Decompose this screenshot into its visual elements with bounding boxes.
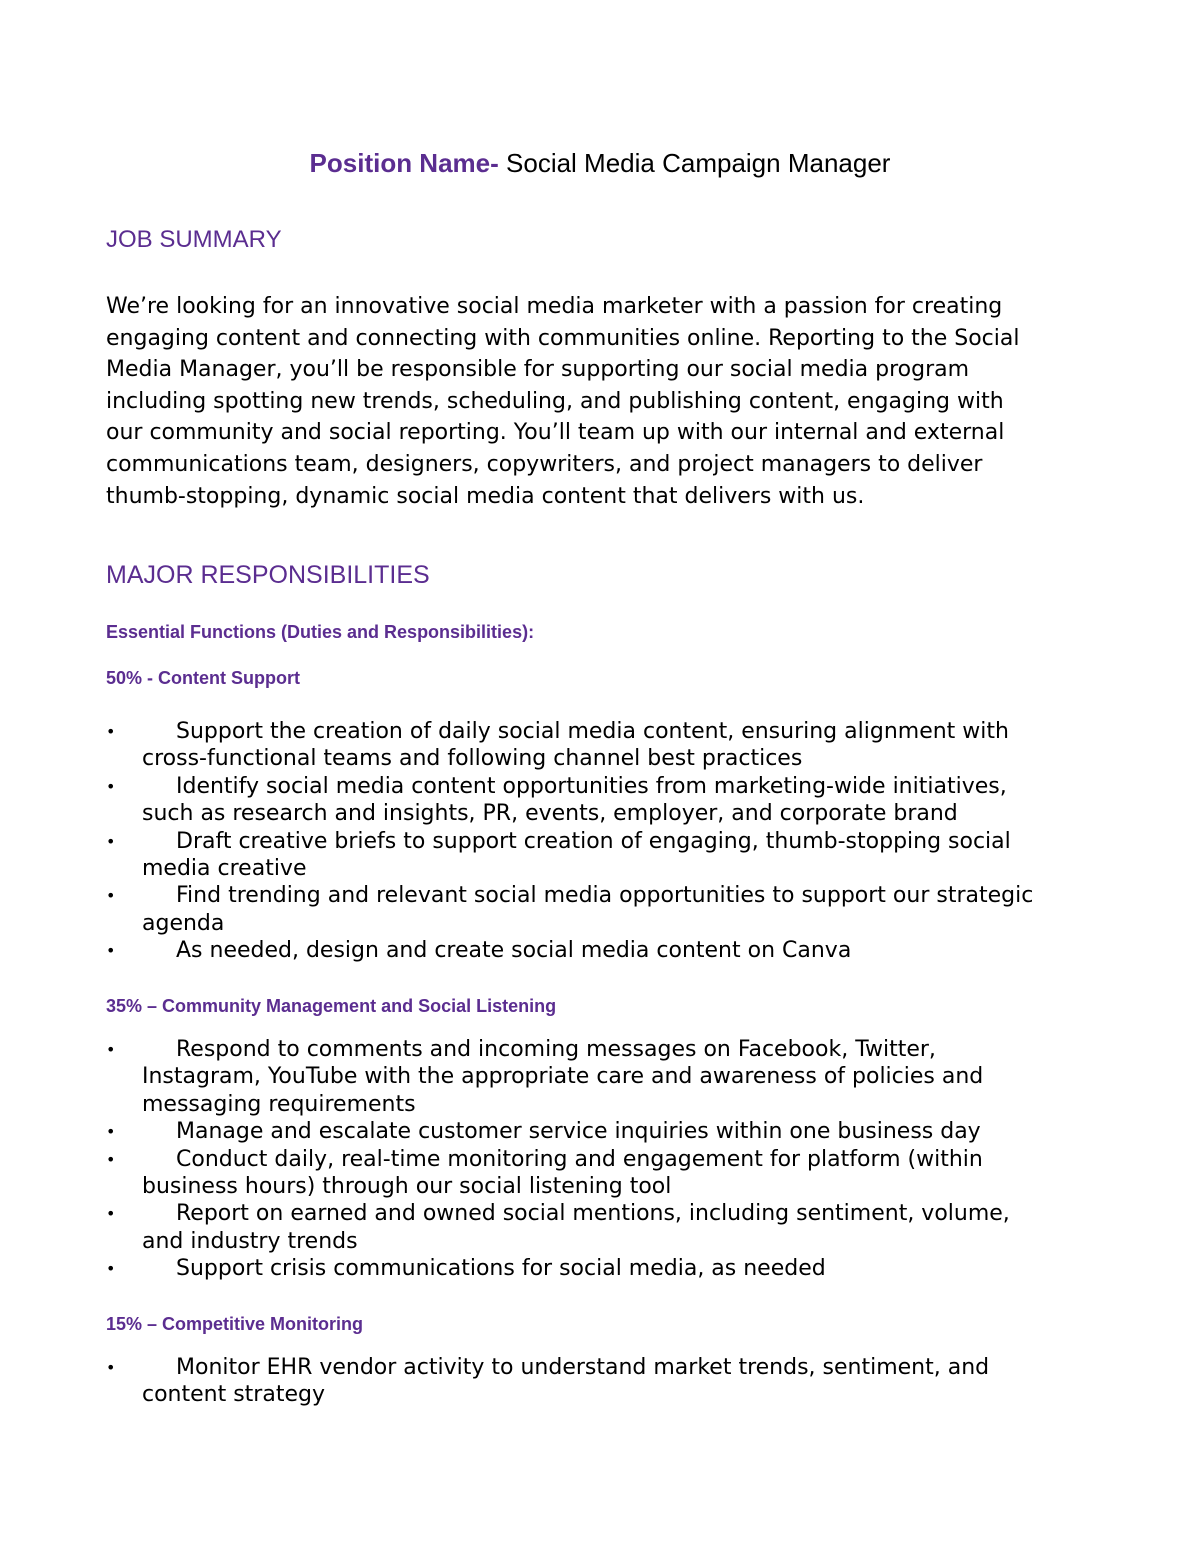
bullet-text: Report on earned and owned social mentions, including sentiment, volume, (176, 1201, 1010, 1227)
bullet-text: cross-functional teams and following channel best practices (142, 746, 803, 772)
section-label-competitive-monitoring: 15% – Competitive Monitoring (106, 1314, 364, 1334)
bullet-dot: • (106, 941, 116, 961)
summary-line: communications team, designers, copywriters, and project managers to deliver (106, 451, 983, 477)
bullet-dot: • (106, 1122, 116, 1142)
bullet-text: Monitor EHR vendor activity to understand market trends, sentiment, and (176, 1355, 990, 1380)
job-summary-heading: JOB SUMMARY (106, 226, 282, 253)
bullet-dot: • (106, 1149, 116, 1169)
bullet-dot: • (106, 1259, 116, 1279)
bullet-text: Conduct daily, real-time monitoring and engagement for platform (within (176, 1146, 983, 1172)
list-item (106, 1036, 1106, 1118)
bullet-text: such as research and insights, PR, events, employer, and corporate brand (142, 801, 958, 827)
summary-line: including spotting new trends, scheduling, and publishing content, engaging with (106, 388, 1004, 414)
bullet-dot: • (106, 722, 116, 741)
bullet-text: Manage and escalate customer service inquiries within one business day (176, 1119, 981, 1145)
bullet-dot: • (106, 886, 116, 906)
list-item (106, 1146, 1106, 1201)
position-title-label: Position Name- (309, 148, 499, 178)
bullet-dot: • (106, 1358, 116, 1377)
bullet-text: Draft creative briefs to support creation of engaging, thumb-stopping social (176, 828, 1011, 854)
list-item (106, 937, 1106, 964)
bullet-text: content strategy (142, 1382, 325, 1408)
content-support-list (106, 718, 1106, 965)
bullet-text: and industry trends (142, 1228, 358, 1254)
list-item (106, 882, 1106, 937)
bullet-text: Instagram, YouTube with the appropriate care and awareness of policies and (142, 1064, 984, 1090)
job-summary-paragraph (106, 291, 1106, 512)
bullet-text: messaging requirements (142, 1091, 416, 1117)
section-label-community-management: 35% – Community Management and Social Listening (106, 996, 557, 1016)
essential-functions-label: Essential Functions (Duties and Responsibilities): (106, 622, 535, 642)
bullet-text: Find trending and relevant social media opportunities to support our strategic (176, 883, 1034, 909)
bullet-dot: • (106, 776, 116, 796)
competitive-monitoring-list (106, 1354, 1106, 1409)
bullet-text: business hours) through our social listening tool (142, 1174, 672, 1200)
list-item (106, 1354, 1106, 1409)
bullet-text: Support the creation of daily social media content, ensuring alignment with (176, 719, 1009, 744)
list-item (106, 828, 1106, 883)
list-item (106, 773, 1106, 828)
list-item (106, 718, 1106, 773)
position-title (0, 146, 1200, 180)
bullet-text: agenda (142, 910, 225, 936)
bullet-text: Identify social media content opportunities from marketing-wide initiatives, (176, 773, 1007, 799)
summary-line: our community and social reporting. You’ll team up with our internal and external (106, 420, 1005, 446)
list-item (106, 1255, 1106, 1282)
summary-line: thumb-stopping, dynamic social media content that delivers with us. (106, 483, 865, 509)
bullet-text: Support crisis communications for social media, as needed (176, 1256, 826, 1282)
bullet-dot: • (106, 831, 116, 851)
section-label-content-support: 50% - Content Support (106, 668, 300, 688)
bullet-text: media creative (142, 856, 307, 882)
list-item (106, 1200, 1106, 1255)
bullet-dot: • (106, 1040, 116, 1059)
bullet-text: As needed, design and create social media content on Canva (176, 938, 852, 964)
major-responsibilities-heading: MAJOR RESPONSIBILITIES (106, 561, 430, 589)
bullet-text: Respond to comments and incoming messages on Facebook, Twitter, (176, 1037, 936, 1062)
community-management-list (106, 1036, 1106, 1283)
summary-line: engaging content and connecting with communities online. Reporting to the Social (106, 325, 1020, 351)
summary-line: Media Manager, you’ll be responsible for supporting our social media program (106, 357, 970, 383)
position-title-value: Social Media Campaign Manager (506, 148, 891, 178)
bullet-dot: • (106, 1204, 116, 1224)
summary-line: We’re looking for an innovative social media marketer with a passion for creating (106, 294, 1003, 319)
list-item (106, 1118, 1106, 1145)
